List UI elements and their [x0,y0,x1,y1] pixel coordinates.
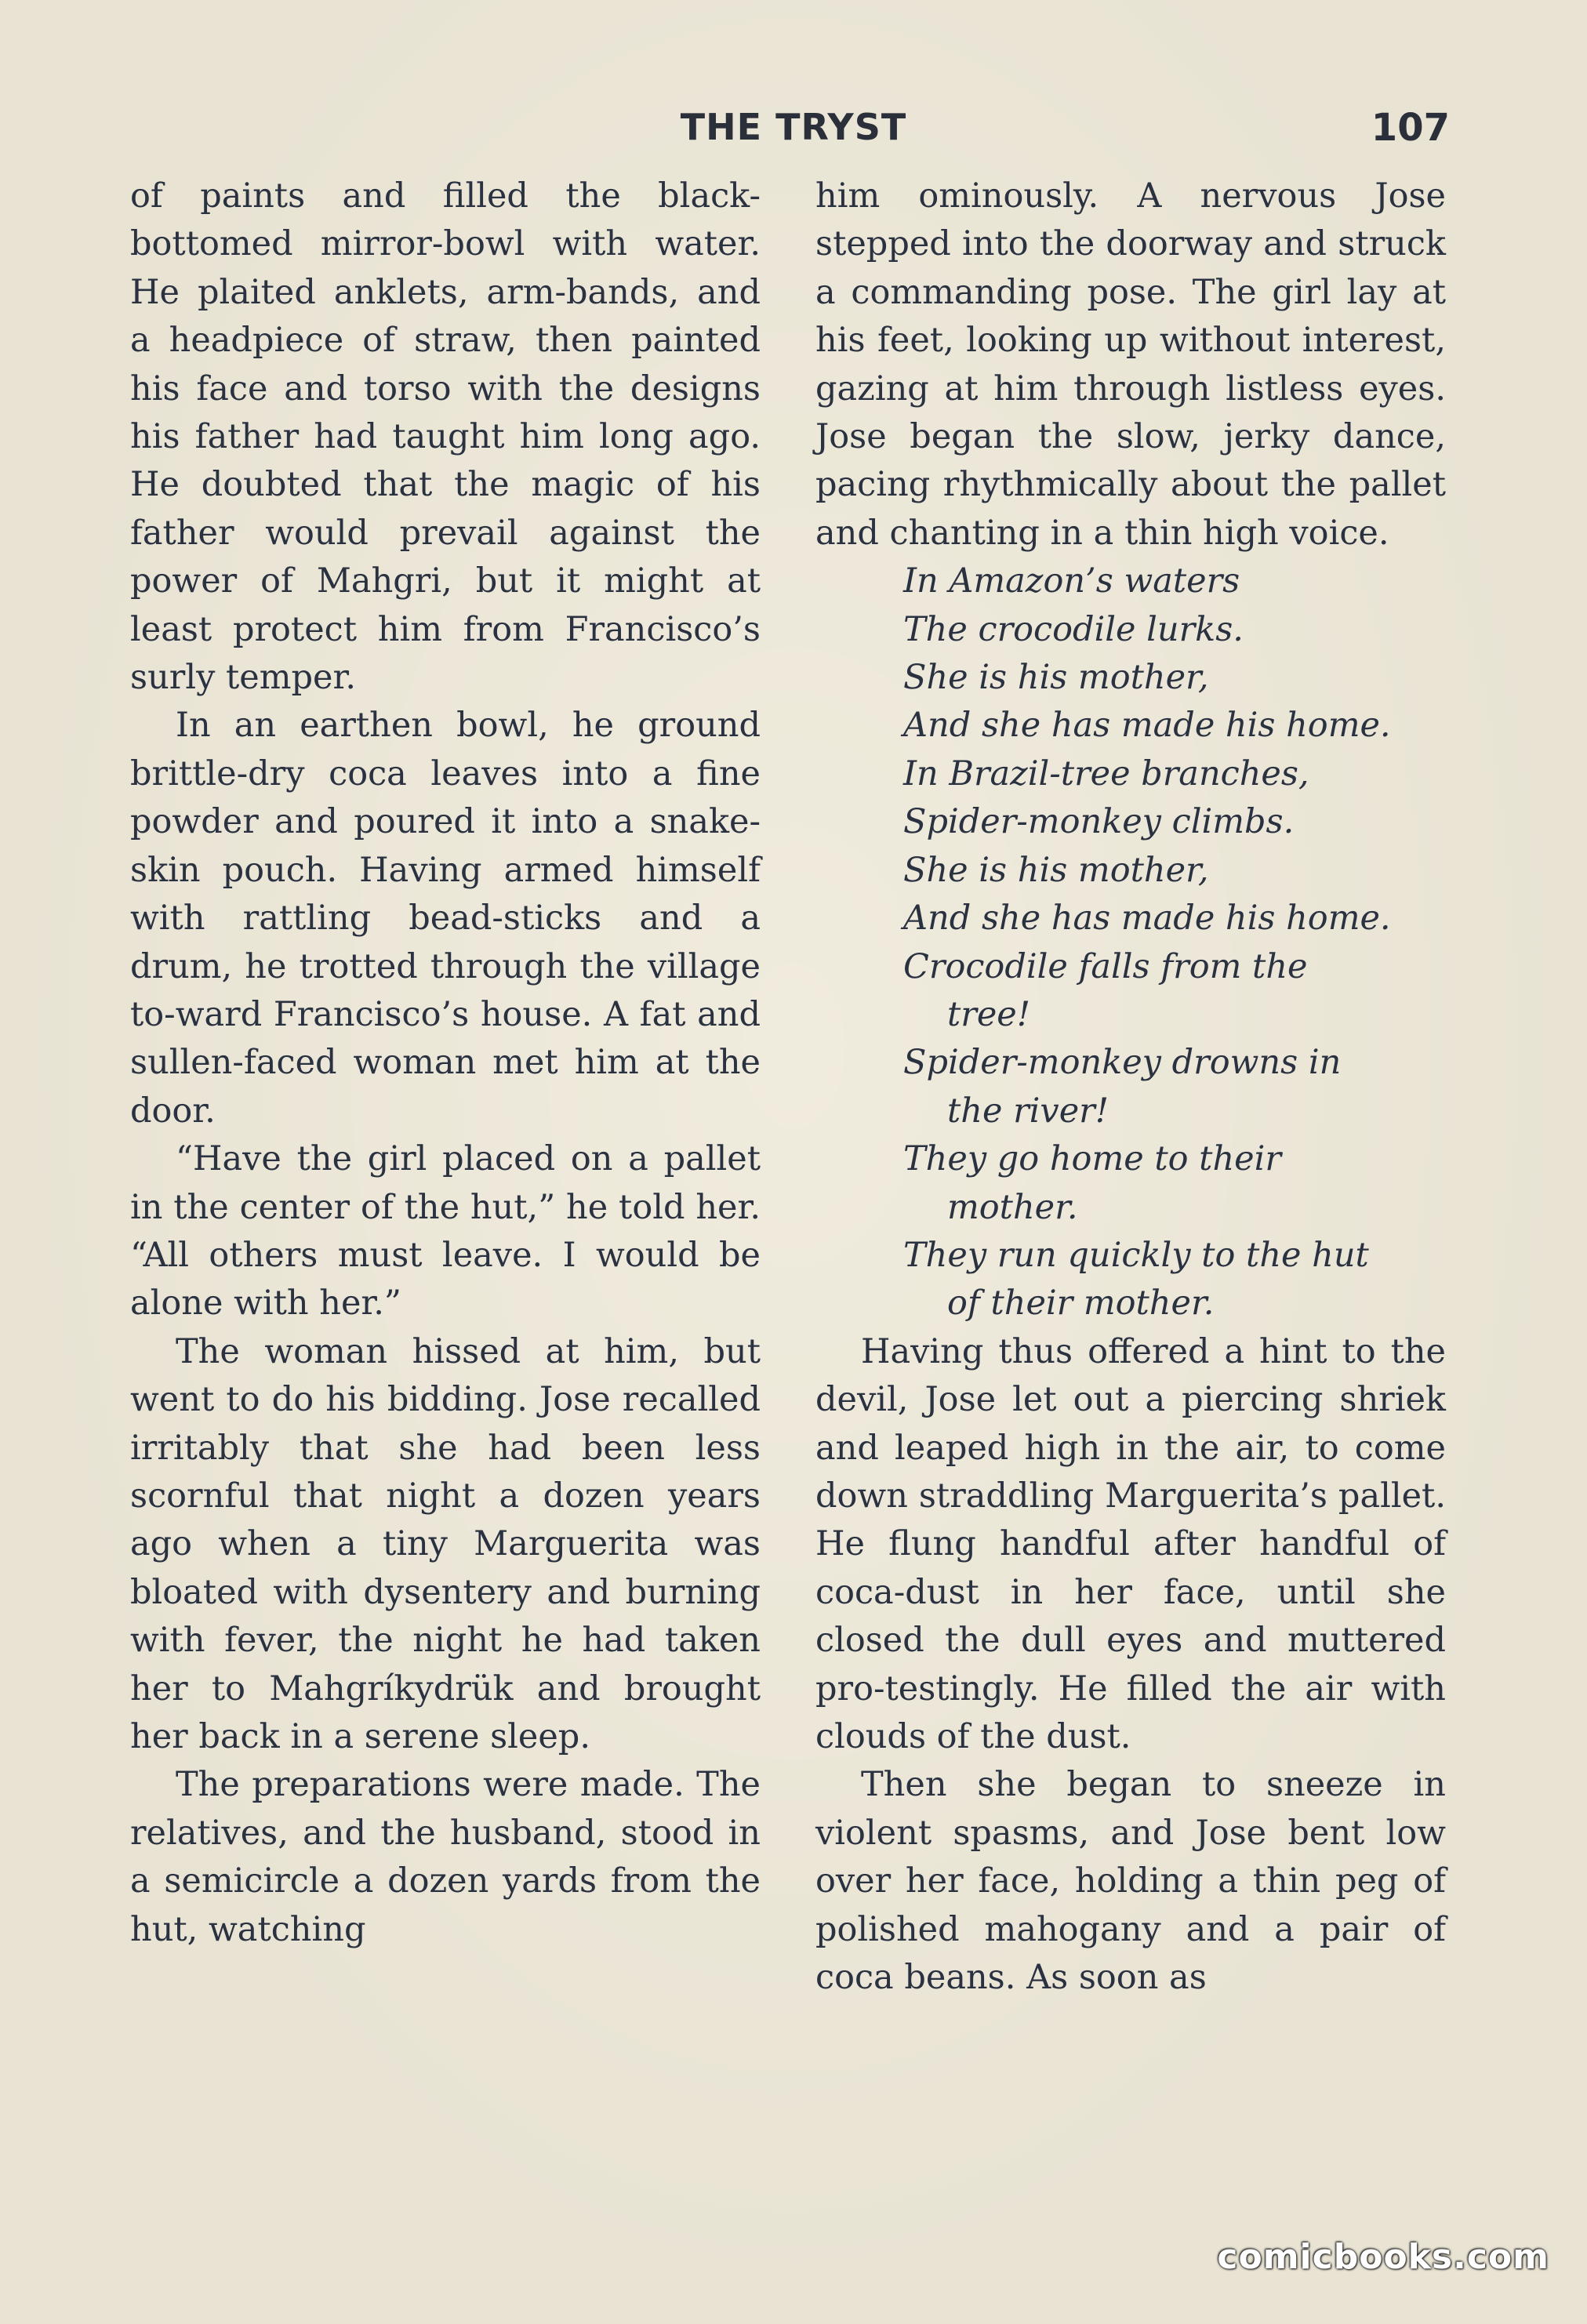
site-watermark: comicbooks.com [1217,2237,1549,2277]
paragraph: “Have the girl placed on a pallet in the center of the hut,” he told her. “All others must leave. I would be alone with her.” [130,1139,761,1324]
page-number: 107 [1371,106,1450,150]
chant-poem [903,557,1446,1328]
poem-line: tree! [947,994,1031,1034]
poem-line: She is his mother, [903,850,1209,890]
paragraph: him ominously. A nervous Jose stepped into the doorway and struck a commanding pose. The girl lay at his feet, looking up without interest, gazing at him through listless eyes. Jose began the slow, jerky dance, pacing rhythmically about the pallet and chanting in a thin high voice. [815,176,1446,553]
paragraph: Having thus offered a hint to the devil, Jose let out a piercing shriek and leaped high in the air, to come down straddling Marguerita’s pallet. He flung handful after handful of coca-dust in her face, until she closed the dull eyes and muttered pro-testingly. He filled the air with clouds of the dust. [815,1331,1446,1756]
poem-line: And she has made his home. [903,706,1391,746]
poem-line: The crocodile lurks. [903,609,1244,649]
poem-line: They go home to their [903,1139,1281,1179]
poem-line: mother. [947,1187,1078,1227]
poem-line: of their mother. [947,1284,1215,1324]
poem-line: Crocodile falls from the [903,946,1308,986]
page-header [0,106,1587,161]
poem-line: And she has made his home. [903,899,1391,939]
poem-line: Spider-monkey drowns in [903,1043,1342,1083]
paragraph: of paints and filled the black-bottomed mirror-bowl with water. He plaited anklets, arm-bands, and a headpiece of straw, then painted his face and torso with the designs his father had taught him long ago. He doubted that the magic of his father would prevail against the power of Mahgri, but it might at least protect him from Francisco’s surly temper. [130,176,761,698]
left-column [130,172,761,1954]
running-title: THE TRYST [680,106,907,148]
poem-line: They run quickly to the hut [903,1235,1369,1275]
poem-line: the river! [947,1091,1109,1131]
right-column [815,172,1446,2002]
paragraph: Then she began to sneeze in violent spasms, and Jose bent low over her face, holding a thin peg of polished mahogany and a pair of coca beans. As soon as [815,1765,1446,1998]
paragraph: In an earthen bowl, he ground brittle-dry coca leaves into a fine powder and poured it into a snake-skin pouch. Having armed himself with rattling bead-sticks and a drum, he trotted through the village to-ward Francisco’s house. A fat and sullen-faced woman met him at the door. [130,706,761,1131]
poem-line: In Brazil-tree branches, [903,753,1309,793]
paragraph: The preparations were made. The relatives, and the husband, stood in a semicircle a dozen yards from the hut, watching [130,1765,761,1949]
paragraph: The woman hissed at him, but went to do his bidding. Jose recalled irritably that she had been less scornful that night a dozen years ago when a tiny Marguerita was bloated with dysentery and burning with fever, the night he had taken her to Mahgríkydrük and brought her back in a serene sleep. [130,1331,761,1756]
poem-line: She is his mother, [903,658,1209,698]
poem-line: Spider-monkey climbs. [903,802,1295,842]
poem-line: In Amazon’s waters [903,561,1240,601]
